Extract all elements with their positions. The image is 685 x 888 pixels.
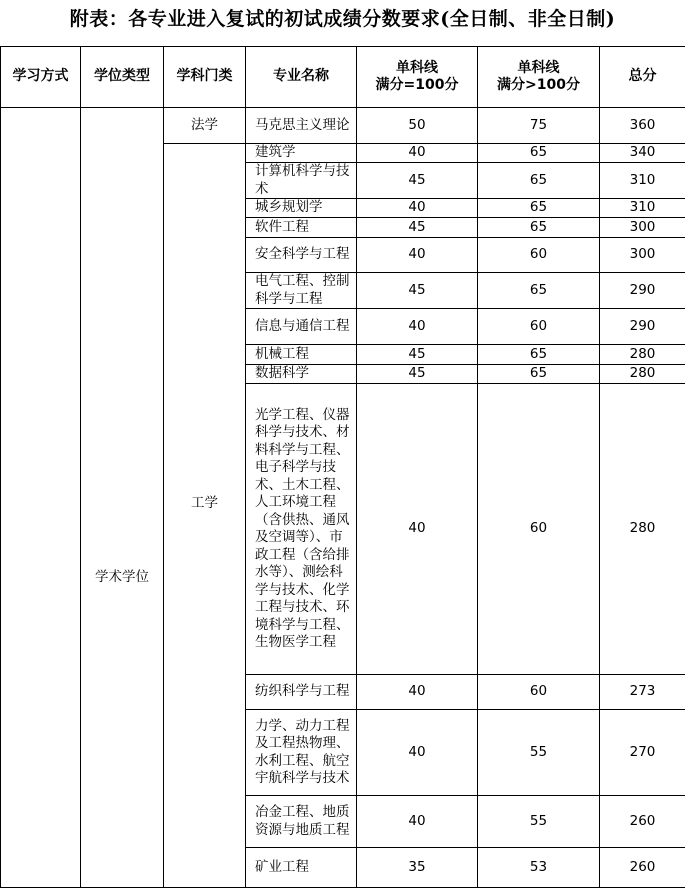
single-score-100: 45: [357, 345, 478, 365]
total-score: 260: [600, 796, 685, 848]
major-name: 数据科学: [246, 365, 357, 384]
single-score-100: 35: [357, 848, 478, 888]
header-total: 总分: [600, 47, 685, 108]
total-score: 310: [600, 163, 685, 199]
degree-type-cell: 学术学位: [81, 108, 164, 888]
total-score: 290: [600, 273, 685, 309]
total-score: 300: [600, 238, 685, 273]
single-score-over100: 65: [478, 273, 600, 309]
header-study-mode: 学习方式: [1, 47, 81, 108]
single-score-100: 40: [357, 199, 478, 218]
major-name: 城乡规划学: [246, 199, 357, 218]
total-score: 273: [600, 675, 685, 710]
single-score-over100: 55: [478, 710, 600, 796]
header-degree-type: 学位类型: [81, 47, 164, 108]
single-score-100: 45: [357, 163, 478, 199]
major-name: 纺织科学与工程: [246, 675, 357, 710]
header-single-over100: 单科线 满分>100分: [478, 47, 600, 108]
major-name: 建筑学: [246, 144, 357, 163]
score-table: [0, 46, 685, 888]
study-mode-cell: [1, 108, 81, 888]
single-score-100: 40: [357, 710, 478, 796]
major-name: 力学、动力工程及工程热物理、水利工程、航空宇航科学与技术: [246, 710, 357, 796]
major-name: 安全科学与工程: [246, 238, 357, 273]
major-name: 矿业工程: [246, 848, 357, 888]
total-score: 300: [600, 218, 685, 238]
table-row: [1, 108, 685, 144]
total-score: 280: [600, 365, 685, 384]
major-name: 信息与通信工程: [246, 309, 357, 345]
single-score-100: 40: [357, 675, 478, 710]
major-name: 光学工程、仪器科学与技术、材料科学与工程、电子科学与技术、土木工程、人工环境工程（含供热、通风及空调等）、市政工程（含给排水等）、测绘科学与技术、化学工程与技术、环境科学与工程、生物医学工程: [246, 384, 357, 675]
single-score-over100: 53: [478, 848, 600, 888]
single-score-100: 40: [357, 384, 478, 675]
single-score-over100: 65: [478, 163, 600, 199]
discipline-cell: 工学: [164, 144, 246, 888]
single-score-100: 45: [357, 218, 478, 238]
single-score-over100: 55: [478, 796, 600, 848]
total-score: 270: [600, 710, 685, 796]
single-score-over100: 60: [478, 675, 600, 710]
single-score-100: 50: [357, 108, 478, 144]
major-name: 马克思主义理论: [246, 108, 357, 144]
single-score-over100: 65: [478, 144, 600, 163]
header-single-100: 单科线 满分=100分: [357, 47, 478, 108]
single-score-over100: 65: [478, 218, 600, 238]
major-name: 机械工程: [246, 345, 357, 365]
major-name: 电气工程、控制科学与工程: [246, 273, 357, 309]
major-name: 计算机科学与技术: [246, 163, 357, 199]
total-score: 280: [600, 345, 685, 365]
major-name: 软件工程: [246, 218, 357, 238]
single-score-over100: 60: [478, 238, 600, 273]
single-score-100: 45: [357, 273, 478, 309]
major-name: 冶金工程、地质资源与地质工程: [246, 796, 357, 848]
discipline-cell: 法学: [164, 108, 246, 144]
total-score: 340: [600, 144, 685, 163]
single-score-100: 40: [357, 238, 478, 273]
single-score-100: 40: [357, 309, 478, 345]
total-score: 360: [600, 108, 685, 144]
single-score-100: 40: [357, 796, 478, 848]
single-score-over100: 65: [478, 199, 600, 218]
single-score-over100: 65: [478, 345, 600, 365]
header-row: [1, 47, 685, 108]
header-discipline: 学科门类: [164, 47, 246, 108]
single-score-100: 40: [357, 144, 478, 163]
single-score-over100: 65: [478, 365, 600, 384]
total-score: 290: [600, 309, 685, 345]
total-score: 260: [600, 848, 685, 888]
header-major: 专业名称: [246, 47, 357, 108]
single-score-over100: 60: [478, 309, 600, 345]
page-title: 附表：各专业进入复试的初试成绩分数要求(全日制、非全日制): [0, 4, 685, 31]
total-score: 310: [600, 199, 685, 218]
single-score-over100: 60: [478, 384, 600, 675]
total-score: 280: [600, 384, 685, 675]
single-score-100: 45: [357, 365, 478, 384]
single-score-over100: 75: [478, 108, 600, 144]
